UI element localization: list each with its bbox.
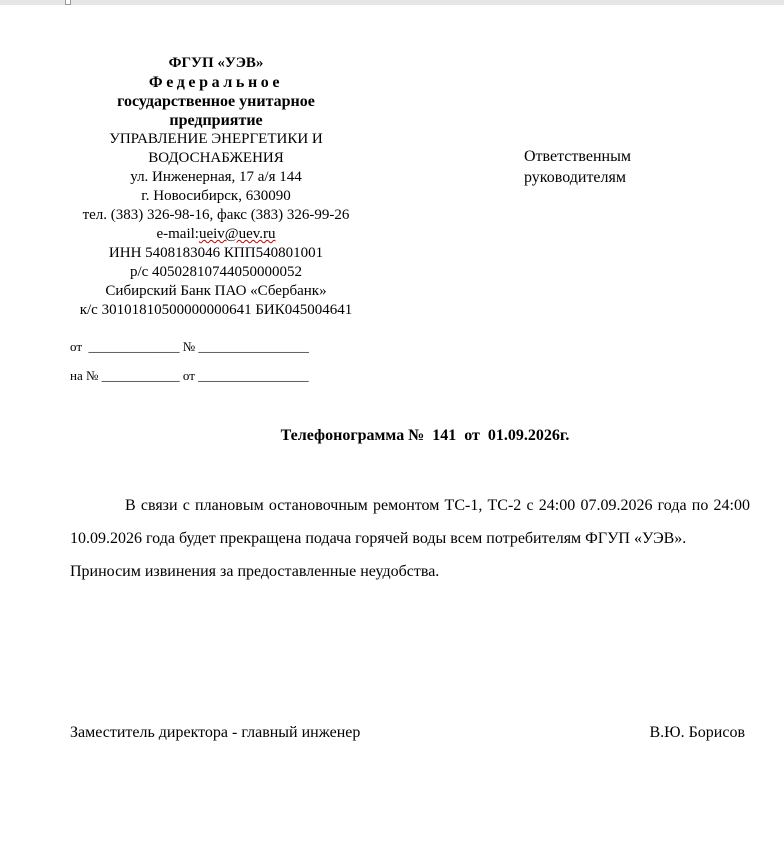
- document-title-text: Телефонограмма № 141 от 01.09.2026г.: [280, 427, 570, 444]
- org-management-line-2: ВОДОСНАБЖЕНИЯ: [148, 150, 284, 166]
- signer-name: В.Ю. Борисов: [649, 724, 745, 741]
- recipient-line-1: Ответственным: [524, 148, 631, 165]
- body-paragraph-1: В связи с плановым остановочным ремонтом ТС-1, ТС-2 с 24:00 07.09.2026 года по 24:00 10.09.2026 года будет прекращена подача горячей воды всем потребителям ФГУП «УЭВ».: [70, 497, 750, 547]
- org-line-state: государственное унитарное: [117, 93, 315, 110]
- address-city: г. Новосибирск, 630090: [141, 188, 291, 204]
- signer-position: Заместитель директора - главный инженер: [70, 724, 361, 741]
- phones: тел. (383) 326-98-16, факс (383) 326-99-26: [82, 207, 350, 223]
- corr-account: к/с 30101810500000000641 БИК045004641: [79, 302, 353, 318]
- address-street: ул. Инженерная, 17 а/я 144: [130, 169, 302, 185]
- ruler-bar: [0, 0, 784, 5]
- registration-line-in: на № ____________ от _________________: [70, 368, 309, 383]
- document-title: [0, 427, 784, 445]
- bank-name: Сибирский Банк ПАО «Сбербанк»: [105, 283, 327, 299]
- org-line-federal: Федеральное: [148, 74, 284, 91]
- document-body: [70, 489, 750, 588]
- recipient-block: [524, 146, 631, 188]
- recipient-line-2: руководителям: [524, 169, 626, 186]
- indent-marker[interactable]: [65, 0, 71, 5]
- org-management-line-1: УПРАВЛЕНИЕ ЭНЕРГЕТИКИ И: [109, 131, 323, 147]
- email-label: e-mail:: [156, 226, 199, 242]
- letterhead: [66, 54, 366, 320]
- email-line: [66, 225, 366, 244]
- bank-account: р/с 40502810744050000052: [129, 264, 303, 280]
- email-address[interactable]: ueiv@uev.ru: [198, 226, 276, 242]
- body-paragraph-2: Приносим извинения за предоставленные неудобства.: [70, 563, 440, 580]
- registration-line-out: от ______________ № _________________: [70, 339, 309, 354]
- org-short-name: ФГУП «УЭВ»: [168, 55, 264, 71]
- inn-kpp: ИНН 5408183046 КПП540801001: [108, 245, 324, 261]
- org-line-enterprise: предприятие: [169, 112, 263, 129]
